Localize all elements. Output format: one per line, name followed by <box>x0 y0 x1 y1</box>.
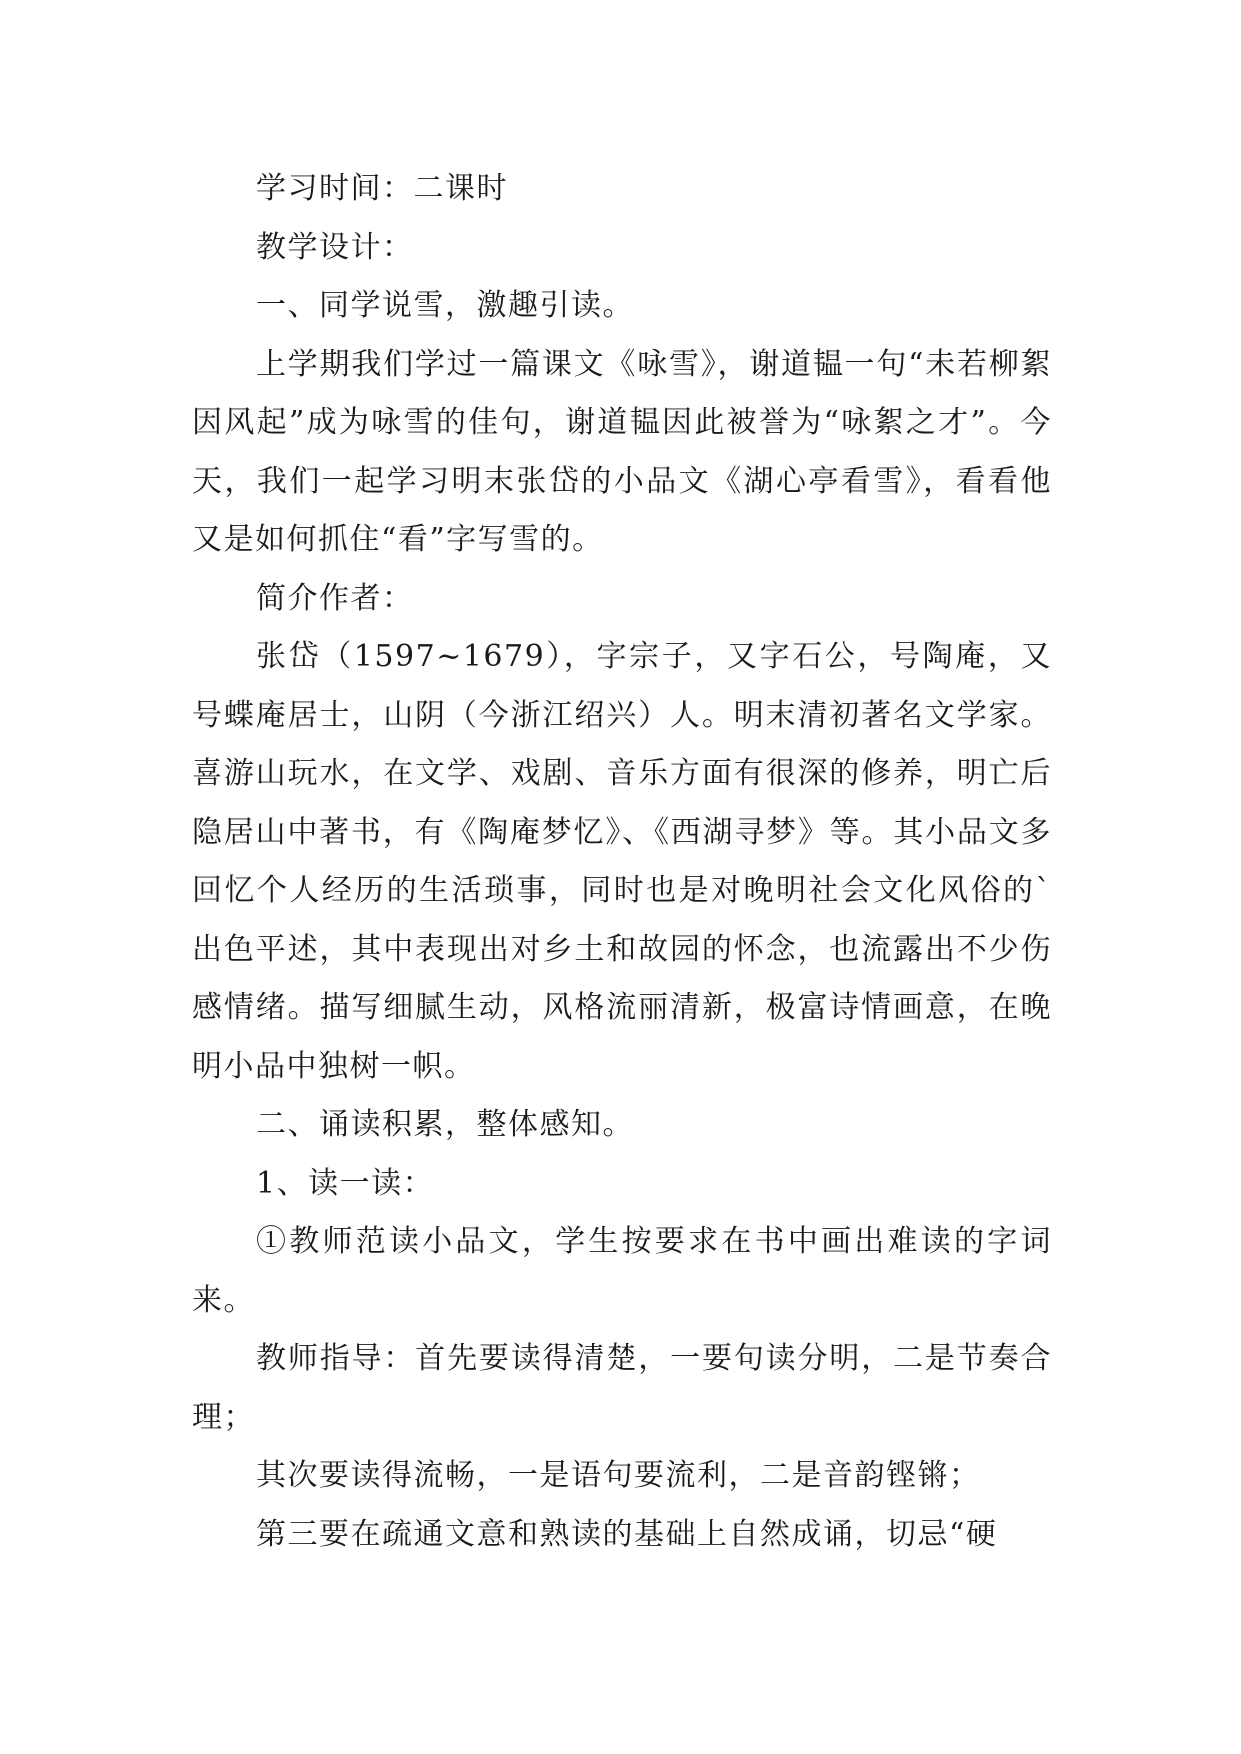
document-page <box>192 160 1052 1564</box>
read-step-heading: 1、读一读： <box>256 1165 435 1201</box>
author-intro-heading: 简介作者： <box>256 580 414 616</box>
study-time-line: 学习时间：二课时 <box>256 171 508 206</box>
teacher-reading-paragraph: ①教师范读小品文，学生按要求在书中画出难读的字词来。 <box>192 1224 1052 1318</box>
teacher-guidance-paragraph: 教师指导：首先要读得清楚，一要句读分明，二是节奏合理； <box>192 1341 1052 1435</box>
teaching-design-heading: 教学设计： <box>256 229 414 265</box>
intro-paragraph: 上学期我们学过一篇课文《咏雪》，谢道韫一句“未若柳絮因风起”成为咏雪的佳句，谢道韫因此被誉为“咏絮之才”。今天，我们一起学习明末张岱的小品文《湖心亭看雪》，看看他又是如何抓住“看”字写雪的。 <box>192 346 1052 557</box>
section-two-heading: 二、诵读积累，整体感知。 <box>256 1107 634 1142</box>
recitation-paragraph: 第三要在疏通文意和熟读的基础上自然成诵，切忌“硬 <box>256 1516 998 1552</box>
author-bio-paragraph: 张岱（1597~1679），字宗子，又字石公，号陶庵，又号蝶庵居士，山阴（今浙江绍兴）人。明末清初著名文学家。喜游山玩水，在文学、戏剧、音乐方面有很深的修养，明亡后隐居山中著书，有《陶庵梦忆》、《西湖寻梦》等。其小品文多回忆个人经历的生活琐事，同时也是对晚明社会文化风俗的`出色平述，其中表现出对乡土和故园的怀念，也流露出不少伤感情绪。描写细腻生动，风格流丽清新，极富诗情画意，在晚明小品中独树一帜。 <box>192 639 1052 1084</box>
section-one-heading: 一、同学说雪，激趣引读。 <box>256 288 634 323</box>
fluency-paragraph: 其次要读得流畅，一是语句要流利，二是音韵铿锵； <box>256 1458 981 1493</box>
